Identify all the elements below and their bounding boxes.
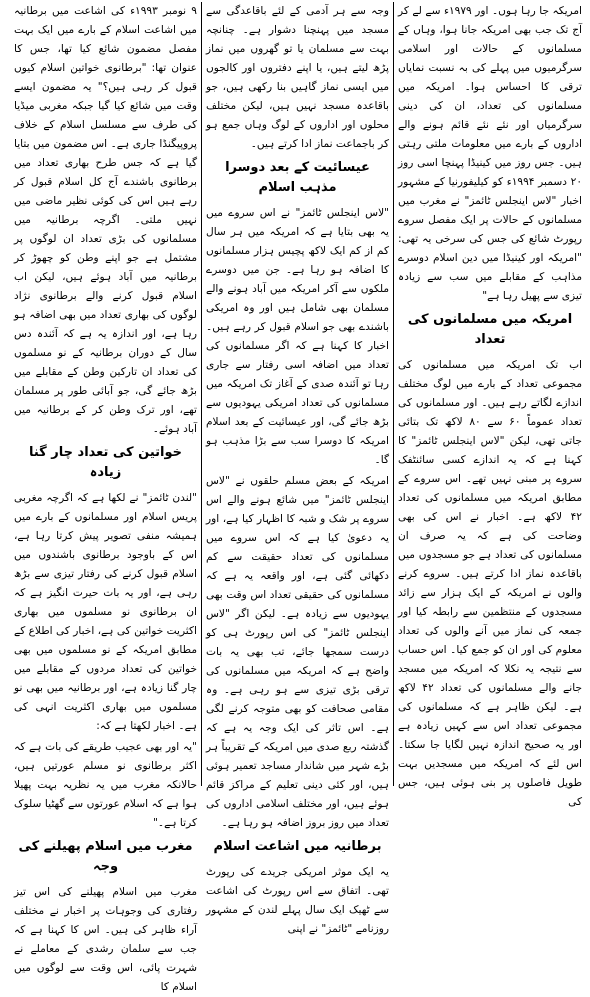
article-paragraph: اب تک امریکہ میں مسلمانوں کی مجموعی تعداد کے بارے میں لوگ مختلف اندازے لگاتے رہے ہیں۔ اور مسلمانوں کی تعداد عموماً ۶۰ سے ۸۰ لاکھ تک بتائی جاتی تھی، لیکن "لاس اینجلس ٹائمز" کا کہنا ہے کہ یہ اندازے کسی سائنٹفک سروے پر مبنی نہیں تھے۔ اس سروے کے مطابق امریکہ میں مسلمانوں کی تعداد ۴۲ لاکھ ہے۔ اخبار نے اس کی بھی وضاحت کی ہے کہ یہ صرف ان مسلمانوں کی تعداد ہے جو مسجدوں میں باقاعدہ نماز ادا کرتے ہیں۔ سروے کرنے والوں نے امریکہ کے ایک ہزار سے زائد مسجدوں کے منتظمین سے رابطہ کیا اور جمعہ کی نماز میں آنے والوں کی تعداد معلوم کی اور ان کو جمع کیا۔ اس حساب سے نتیجہ یہ نکلا کہ امریکہ میں مسجد جانے والے مسلمانوں کی تعداد ۴۲ لاکھ ہے۔ لیکن ظاہر ہے کہ مسلمانوں کی مجموعی تعداد اس سے کہیں زیادہ ہے اور یہ صحیح اندازہ نہیں لگایا جا سکتا۔ اس لئے کہ امریکہ میں مسجدیں بہت طویل فاصلوں پر بنی ہوئی ہیں، جس کی: [398, 359, 582, 808]
column-right: [394, 2, 586, 808]
section-heading: عیسائیت کے بعد دوسرا مذہب اسلام: [225, 160, 370, 195]
article-paragraph: یہ ایک موثر امریکی جریدے کی رپورٹ تھی۔ اتفاق سے اس رپورٹ کی اشاعت سے ٹھیک ایک سال پہلے لندن کے مشہور روزنامے "ٹائمز" نے اپنی: [206, 866, 389, 935]
article-paragraph: "یہ اور بھی عجیب طریقے کی بات ہے کہ اکثر برطانوی نو مسلم عورتیں ہیں، حالانکہ مغرب میں یہ نظریہ بہت پھیلا ہوا ہے کہ اسلام عورتوں سے گھٹیا سلوک کرتا ہے۔": [14, 741, 197, 829]
article-paragraph: امریکہ کے بعض مسلم حلقوں نے "لاس اینجلس ٹائمز" میں شائع ہونے والے اس سروے پر شک و شبہ کا اظہار کیا ہے، اور یہ دعویٰ کیا ہے کہ اس سروے میں مسلمانوں کی تعداد حقیقت سے کم دکھائی گئی ہے، اور واقعہ یہ ہے کہ مسلمانوں کی حقیقی تعداد اس وقت بھی یہودیوں سے زیادہ ہے۔ لیکن اگر "لاس اینجلس ٹائمز" کی اس رپورٹ ہی کو درست سمجھا جائے، تب بھی یہ بات واضح ہے کہ امریکہ میں مسلمانوں کی ترقی بڑی تیزی سے ہو رہی ہے۔ وہ مقامی صحافت کو بھی متوجہ کرنے لگی ہے۔ اس تاثر کی ایک وجہ یہ ہے کہ گذشتہ ربع صدی میں امریکہ کے تقریباً ہر بڑے شہر میں شاندار مساجد تعمیر ہوئی ہیں، اور کئی دینی تعلیم کے مراکز قائم ہوئے ہیں، اور مختلف اسلامی اداروں کی تعداد میں روز بروز اضافہ ہو رہا ہے۔: [206, 475, 389, 829]
section-heading: خواتین کی تعداد چار گنا زیادہ: [28, 445, 183, 480]
article-paragraph: "لندن ٹائمز" نے لکھا ہے کہ اگرچہ مغربی پریس اسلام اور مسلمانوں کے بارے میں ہمیشہ منفی تصویر پیش کرتا رہا ہے، اس کے باوجود برطانوی باشندوں میں اسلام قبول کرنے کی رفتار تیزی سے بڑھ رہی ہے، اور یہ بات حیرت انگیز ہے کہ ان برطانوی نو مسلموں میں بھاری اکثریت خواتین کی ہے، اخبار کی اطلاع کے مطابق امریکہ کے نو مسلموں میں بھی خواتین کی تعداد مردوں کے مقابلے میں چار گنا زیادہ ہے، اور برطانیہ میں بھی نو مسلموں میں بھاری اکثریت انہی کی ہے۔ اخبار لکھتا ہے کہ:: [13, 492, 197, 732]
section-heading: امریکہ میں مسلمانوں کی تعداد: [407, 312, 573, 347]
section-heading: مغرب میں اسلام پھیلنے کی وجہ: [18, 839, 193, 874]
article-paragraph: وجہ سے ہر آدمی کے لئے باقاعدگی سے مسجد میں پہنچنا دشوار ہے۔ چنانچہ بہت سے مسلمان یا تو گھروں میں نماز پڑھ لیتے ہیں، یا اپنے دفتروں اور کالجوں میں ایسی نماز گاہیں بنا رکھی ہیں، جو باقاعدہ مسجد نہیں ہیں، لیکن مختلف محلوں اور اداروں کے لوگ وہاں جمع ہو کر باجماعت نماز ادا کرتے ہیں۔: [206, 5, 389, 150]
article-paragraph: امریکہ جا رہا ہوں۔ اور ۱۹۷۹ء سے لے کر آج تک جب بھی امریکہ جانا ہوا، وہاں کے مسلمانوں کے حالات اور اسلامی سرگرمیوں میں پہلے کی بہ نسبت نمایاں ترقی کا احساس ہوا۔ امریکہ میں مسلمانوں کی تعداد، ان کی دینی سرگرمیاں اور نئے نئے قائم ہونے والے اداروں کے بارے میں معلومات ملتی رہتی ہیں۔ جس روز میں کینیڈا پہنچا اسی روز ۲۰ دسمبر ۱۹۹۴ء کو کیلیفورنیا کے مشہور اخبار "لاس اینجلس ٹائمز" نے مغرب میں مسلمانوں کے حالات پر ایک مفصل سروے رپورٹ شائع کی جس کی سرخی یہ تھی: "امریکہ اور کینیڈا میں دین اسلام دوسرے مذاہب کے مقابلے میں سب سے زیادہ تیزی سے پھیل رہا ہے": [398, 5, 583, 302]
column-left: [10, 2, 202, 993]
article-paragraph: ۹ نومبر ۱۹۹۳ء کی اشاعت میں برطانیہ میں اشاعت اسلام کے بارے میں ایک بہت مفصل مضمون شائع کیا تھا، جس کا عنوان تھا: "برطانوی خواتین اسلام کیوں قبول کر رہی ہیں؟" یہ مضمون ایسے وقت میں شائع کیا گیا جبکہ مغربی میڈیا کی طرف سے مسلسل اسلام کے خلاف پروپیگنڈا جاری ہے۔ اس مضمون میں بتایا گیا ہے کہ جس طرح بھاری تعداد میں برطانوی باشندے آج کل اسلام قبول کر رہے ہیں اس کی کوئی نظیر ماضی میں نہیں ملتی۔ اگرچہ برطانیہ میں مسلمانوں کی بڑی تعداد ان لوگوں پر مشتمل ہے جو اپنے وطن کو چھوڑ کر برطانیہ میں آباد ہوئے ہیں، لیکن اب اسلام قبول کرنے والے برطانوی نژاد لوگوں کی بھاری تعداد میں بھی اضافہ ہو رہا ہے، اور اندازہ یہ ہے کہ آئندہ دس سال کے دوران برطانیہ کے نو مسلموں کی تعداد ان تارکین وطن کے مقابلے میں بڑھ جائے گی، جو آبائی طور پر مسلمان تھے، اور ترک وطن کر کے برطانیہ میں آباد ہوئے۔: [14, 5, 197, 435]
article-paragraph: مغرب میں اسلام پھیلنے کی اس تیز رفتاری کی وجوہات پر اخبار نے مختلف آراء ظاہر کی ہیں۔ اس کا کہنا ہے کہ جب سے سلمان رشدی کے معاملے نے شہرت پائی، اس وقت سے لوگوں میں اسلام کا: [14, 886, 197, 993]
column-middle: [202, 2, 394, 935]
section-heading: برطانیہ میں اشاعت اسلام: [213, 839, 382, 854]
article-paragraph: "لاس اینجلس ٹائمز" نے اس سروے میں یہ بھی بتایا ہے کہ امریکہ میں ہر سال کم از کم ایک لاکھ پچیس ہزار مسلمانوں کا اضافہ ہو رہا ہے۔ جن میں دوسرے ملکوں سے آکر امریکہ میں آباد ہونے والے مسلمان بھی شامل ہیں اور وہ امریکی باشندے بھی جو اسلام قبول کر رہے ہیں۔ اخبار کا کہنا ہے کہ اگر مسلمانوں کی تعداد میں اضافہ اسی رفتار سے جاری رہا تو آئندہ صدی کے آغاز تک امریکہ میں مسلمانوں کی تعداد امریکی یہودیوں سے بڑھ جائے گی، اور عیسائیت کے بعد اسلام امریکہ کا دوسرا سب سے بڑا مذہب ہو گا۔: [206, 207, 389, 466]
